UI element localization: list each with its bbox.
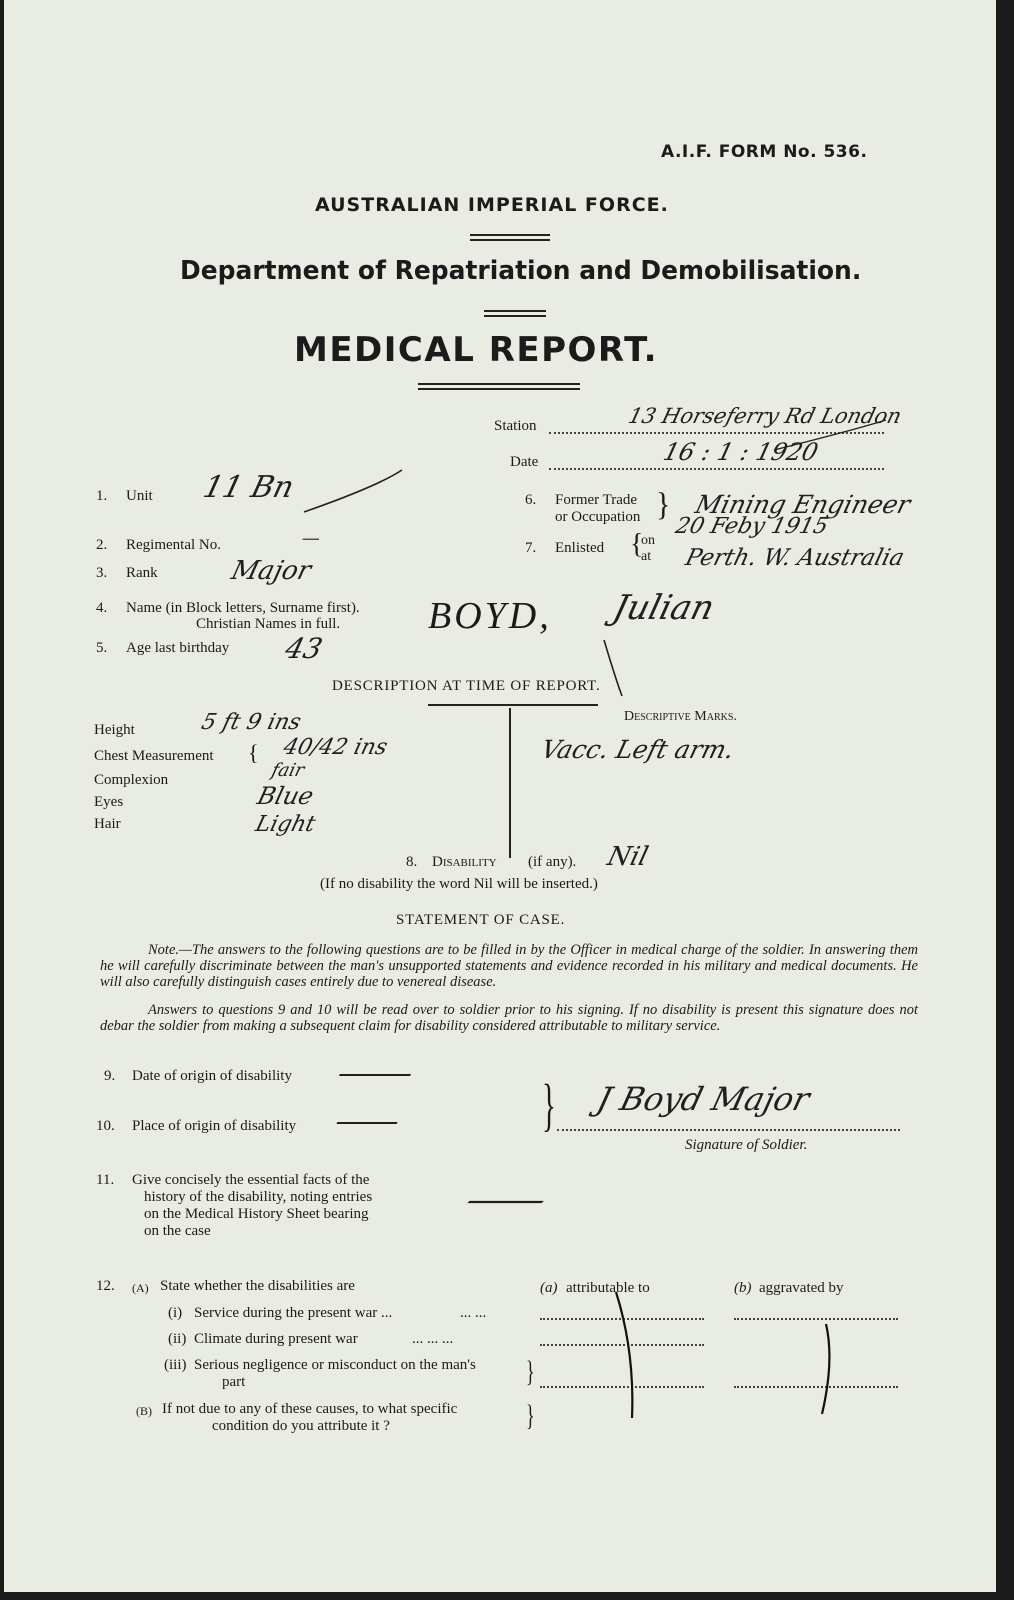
regimental-num: 2.	[96, 537, 108, 553]
q12-b-brace: }	[526, 1399, 535, 1432]
q11-num: 11.	[96, 1172, 115, 1188]
q12-row-iii-text: Serious negligence or misconduct on the man's	[194, 1357, 476, 1373]
medical-report-form	[4, 0, 996, 1592]
q9-value: —	[336, 1056, 414, 1091]
col-a-letter: (a)	[540, 1280, 558, 1296]
chest-brace: {	[248, 740, 259, 765]
col-b-label: aggravated by	[759, 1280, 844, 1296]
age-label: Age last birthday	[126, 640, 230, 656]
q12-label: State whether the disabilities are	[160, 1278, 355, 1294]
q12-row-iii-text2: part	[222, 1374, 246, 1390]
q11-line-3: on the Medical History Sheet bearing	[144, 1206, 369, 1222]
disability-label: Disability	[432, 854, 497, 870]
page-title: MEDICAL REPORT.	[294, 330, 659, 370]
description-heading: DESCRIPTION AT TIME OF REPORT.	[332, 678, 601, 694]
disability-suffix: (if any).	[528, 854, 577, 870]
q12-row-i-num: (i)	[168, 1305, 183, 1321]
name-label: Name (in Block letters, Surname first).	[126, 600, 360, 616]
q12-b-marker: (B)	[136, 1404, 152, 1418]
statement-note-1: Note.—The answers to the following questions are to be filled in by the Officer in medical charge of the soldier. In answering them he will carefully discriminate between the man's unsupported statements and evidence recorded in his military and medical documents. He will also carefully distinguish cases entirely due to venereal disease.	[100, 942, 918, 990]
surname-value: BOYD,	[428, 595, 552, 637]
complexion-value: fair	[269, 760, 307, 781]
complexion-label: Complexion	[94, 772, 169, 788]
unit-num: 1.	[96, 488, 108, 504]
form-number: A.I.F. FORM No. 536.	[661, 142, 868, 162]
date-label: Date	[510, 454, 539, 470]
hair-label: Hair	[94, 816, 121, 832]
height-value: 5 ft 9 ins	[198, 710, 304, 735]
rank-value: Major	[228, 556, 315, 586]
q11-line-1: Give concisely the essential facts of the	[132, 1172, 370, 1188]
enlisted-num: 7.	[525, 540, 537, 556]
descriptive-marks-value: Vacc. Left arm.	[538, 735, 738, 764]
christian-names-label: Christian Names in full.	[196, 616, 341, 632]
q11-line-2: history of the disability, noting entries	[144, 1189, 373, 1205]
q12-row-iii-brace: }	[526, 1355, 535, 1388]
q11-line-4: on the case	[144, 1223, 211, 1239]
trade-brace: }	[656, 486, 671, 523]
q10-value: —	[334, 1104, 400, 1139]
station-value: 13 Horseferry Rd London	[626, 404, 905, 428]
statement-heading: STATEMENT OF CASE.	[396, 912, 566, 928]
regimental-label: Regimental No.	[126, 537, 221, 553]
col-a-label: attributable to	[566, 1280, 650, 1296]
disability-num: 8.	[406, 854, 418, 870]
enlisted-at-value: Perth. W. Australia	[682, 545, 907, 571]
q12-row-iii-num: (iii)	[164, 1357, 187, 1373]
height-label: Height	[94, 722, 135, 738]
soldier-signature: J Boyd Major	[593, 1080, 814, 1118]
q12-row-ii-text: Climate during present war	[194, 1331, 358, 1347]
age-num: 5.	[96, 640, 108, 656]
trade-num: 6.	[525, 492, 537, 508]
chest-value: 40/42 ins	[280, 735, 391, 760]
col-b-letter: (b)	[734, 1280, 752, 1296]
enlisted-on-value: 20 Feby 1915	[672, 514, 831, 539]
statement-note-2: Answers to questions 9 and 10 will be read over to soldier prior to his signing. If no disability is present this signature does not debar the soldier from making a subsequent claim for disability considered attributable to military service.	[100, 1002, 918, 1034]
q11-value: —	[454, 1180, 560, 1220]
unit-label: Unit	[126, 488, 153, 504]
q12-row-i-text: Service during the present war ...	[194, 1305, 393, 1321]
force-heading: AUSTRALIAN IMPERIAL FORCE.	[315, 194, 669, 216]
name-num: 4.	[96, 600, 108, 616]
regimental-value: —	[299, 528, 323, 549]
disability-note: (If no disability the word Nil will be inserted.)	[320, 876, 598, 892]
handwriting-strokes	[4, 0, 996, 1592]
enlisted-on-label: on	[641, 533, 655, 548]
q12-row-ii-num: (ii)	[168, 1331, 187, 1347]
q10-num: 10.	[96, 1118, 115, 1134]
enlisted-label: Enlisted	[555, 540, 605, 556]
eyes-label: Eyes	[94, 794, 124, 810]
rank-label: Rank	[126, 565, 158, 581]
unit-value: 11 Bn	[199, 470, 298, 505]
date-value: 16 : 1 : 1920	[660, 438, 822, 466]
signature-label: Signature of Soldier.	[685, 1137, 808, 1153]
q12-num: 12.	[96, 1278, 115, 1294]
given-name-value: Julian	[609, 588, 719, 628]
trade-value: Mining Engineer	[692, 490, 914, 519]
age-value: 43	[281, 632, 326, 665]
hair-value: Light	[252, 812, 318, 837]
q12-a-marker: (A)	[132, 1281, 149, 1295]
occupation-label: or Occupation	[555, 509, 641, 525]
trade-label: Former Trade	[555, 492, 638, 508]
q9-num: 9.	[104, 1068, 116, 1084]
rank-num: 3.	[96, 565, 108, 581]
eyes-value: Blue	[254, 782, 317, 810]
station-label: Station	[494, 418, 537, 434]
enlisted-brace: {	[630, 529, 644, 560]
descriptive-marks-label: Descriptive Marks.	[624, 709, 737, 724]
q12-b-text-2: condition do you attribute it ?	[212, 1418, 390, 1434]
disability-value: Nil	[604, 842, 652, 872]
q12-row-i-dots: ... ...	[460, 1305, 487, 1321]
signature-brace: }	[542, 1072, 556, 1137]
chest-label: Chest Measurement	[94, 748, 214, 764]
q9-label: Date of origin of disability	[132, 1068, 292, 1084]
enlisted-at-label: at	[641, 549, 652, 564]
q10-label: Place of origin of disability	[132, 1118, 297, 1134]
department-heading: Department of Repatriation and Demobilisation.	[180, 256, 862, 286]
q12-b-text-1: If not due to any of these causes, to what specific	[162, 1401, 458, 1417]
q12-row-ii-dots: ... ... ...	[412, 1331, 454, 1347]
